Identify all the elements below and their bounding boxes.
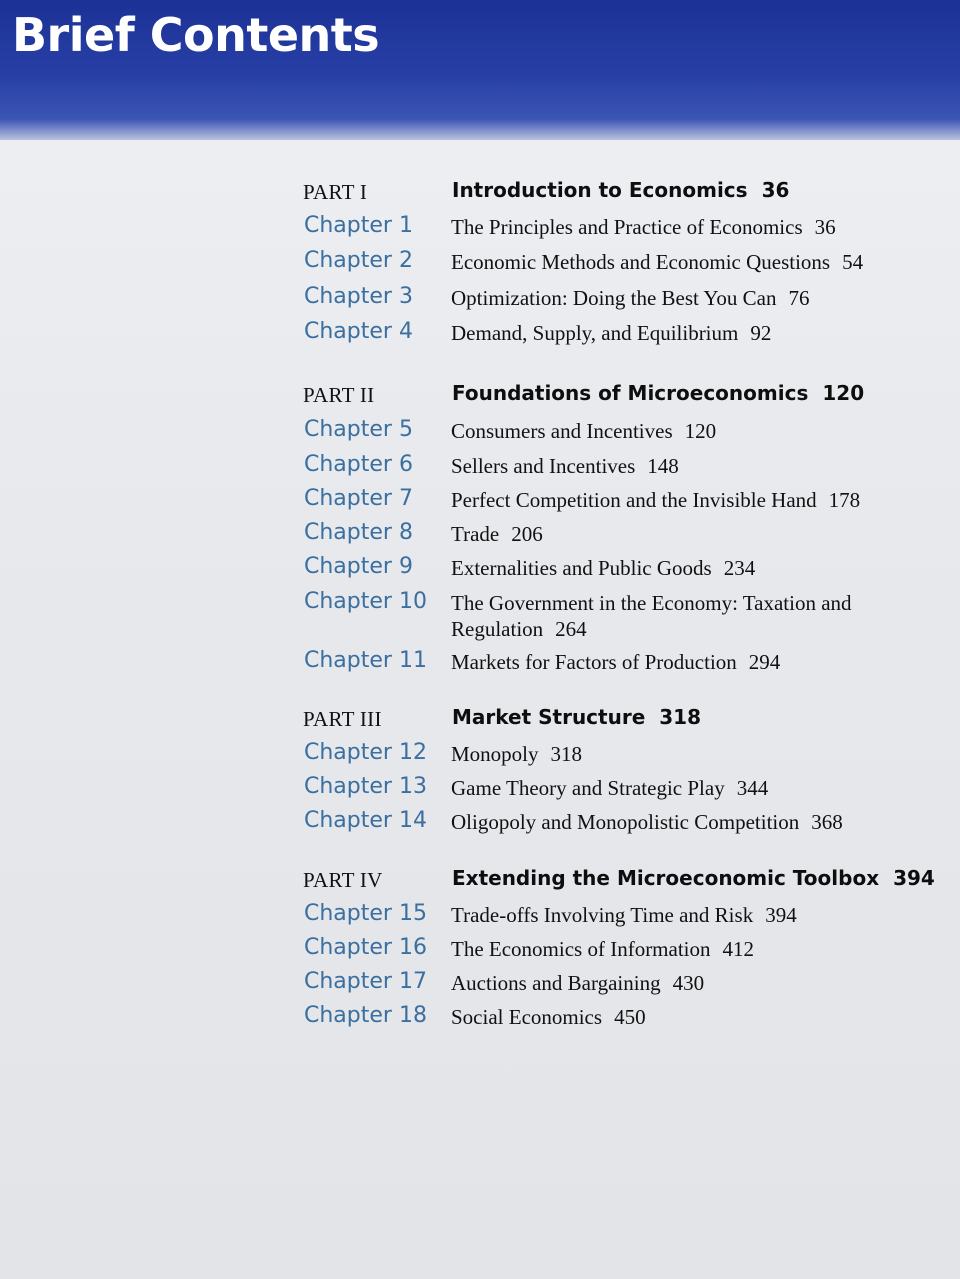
chapter-title: Optimization: Doing the Best You Can	[451, 286, 777, 310]
chapter-entry[interactable]	[451, 453, 921, 479]
part-title[interactable]	[452, 178, 789, 202]
chapter-row[interactable]	[0, 554, 960, 588]
chapter-title: Externalities and Public Goods	[451, 556, 712, 580]
chapter-row[interactable]	[0, 319, 960, 353]
part-title[interactable]	[452, 381, 864, 405]
part-page-number: 36	[761, 178, 790, 202]
chapter-title: Social Economics	[451, 1005, 603, 1029]
chapter-page-number: 234	[723, 556, 756, 580]
chapter-row[interactable]	[0, 648, 960, 682]
chapter-label: Chapter 1	[304, 213, 413, 238]
chapter-label: Chapter 12	[304, 740, 427, 765]
chapter-row[interactable]	[0, 740, 960, 774]
part-page-number: 318	[659, 705, 702, 729]
chapter-page-number: 120	[684, 419, 717, 443]
chapter-label: Chapter 8	[304, 520, 413, 545]
chapter-entry[interactable]	[451, 320, 921, 346]
chapter-page-number: 92	[750, 321, 772, 345]
chapter-label: Chapter 10	[304, 589, 427, 614]
chapter-row[interactable]	[0, 486, 960, 520]
chapter-row[interactable]	[0, 969, 960, 1003]
chapter-row[interactable]	[0, 520, 960, 554]
chapter-label: Chapter 16	[304, 935, 427, 960]
chapter-label: Chapter 11	[304, 648, 427, 673]
chapter-label: Chapter 3	[304, 284, 413, 309]
chapter-row[interactable]	[0, 248, 960, 282]
chapter-page-number: 450	[614, 1005, 646, 1029]
chapter-page-number: 76	[788, 286, 810, 310]
chapter-label: Chapter 13	[304, 774, 427, 799]
part-title-text: Introduction to Economics	[452, 178, 748, 202]
chapter-title: Monopoly	[451, 742, 539, 766]
chapter-title: Auctions and Bargaining	[451, 971, 661, 995]
chapter-entry[interactable]	[451, 775, 921, 801]
chapter-row[interactable]	[0, 935, 960, 969]
chapter-entry[interactable]	[451, 418, 921, 444]
chapter-row[interactable]	[0, 452, 960, 486]
part-row	[0, 180, 960, 214]
part-page-number: 394	[893, 866, 935, 890]
chapter-page-number: 412	[722, 937, 755, 961]
chapter-entry[interactable]	[451, 487, 921, 513]
chapter-entry[interactable]	[451, 970, 921, 996]
chapter-title: Sellers and Incentives	[451, 454, 636, 478]
chapter-entry[interactable]	[451, 214, 921, 240]
chapter-title: The Economics of Information	[451, 937, 711, 961]
chapter-title: Oligopoly and Monopolistic Competition	[451, 810, 800, 834]
part-row	[0, 383, 960, 417]
chapter-label: Chapter 5	[304, 417, 413, 442]
chapter-label: Chapter 2	[304, 248, 413, 273]
chapter-entry[interactable]	[451, 285, 921, 311]
part-label: PART IV	[303, 868, 383, 892]
chapter-page-number: 178	[828, 488, 861, 512]
chapter-entry[interactable]	[451, 521, 921, 547]
part-label: PART III	[303, 707, 382, 731]
chapter-row[interactable]	[0, 901, 960, 935]
chapter-entry[interactable]	[451, 649, 921, 675]
chapter-entry[interactable]	[451, 590, 921, 642]
chapter-row[interactable]	[0, 808, 960, 842]
chapter-page-number: 394	[765, 903, 797, 927]
chapter-entry[interactable]	[451, 249, 921, 275]
chapter-entry[interactable]	[451, 741, 921, 767]
chapter-title: Demand, Supply, and Equilibrium	[451, 321, 739, 345]
chapter-entry[interactable]	[451, 809, 921, 835]
part-row	[0, 707, 960, 741]
chapter-title: Markets for Factors of Production	[451, 650, 737, 674]
part-label: PART II	[303, 383, 375, 407]
chapter-entry[interactable]	[451, 936, 921, 962]
chapter-row[interactable]	[0, 774, 960, 808]
chapter-title: The Principles and Practice of Economics	[451, 215, 803, 239]
chapter-row[interactable]	[0, 284, 960, 318]
chapter-title: Perfect Competition and the Invisible Hand	[451, 488, 817, 512]
chapter-title: Trade-offs Involving Time and Risk	[451, 903, 754, 927]
chapter-row[interactable]	[0, 213, 960, 247]
chapter-title: Consumers and Incentives	[451, 419, 673, 443]
chapter-label: Chapter 18	[304, 1003, 427, 1028]
chapter-page-number: 36	[814, 215, 836, 239]
part-title-text: Foundations of Microeconomics	[452, 381, 809, 405]
chapter-label: Chapter 4	[304, 319, 413, 344]
chapter-page-number: 430	[672, 971, 705, 995]
part-title[interactable]	[452, 866, 935, 890]
page-title: Brief Contents	[12, 8, 380, 62]
chapter-title: Economic Methods and Economic Questions	[451, 250, 831, 274]
chapter-entry[interactable]	[451, 1004, 921, 1030]
chapter-page-number: 54	[842, 250, 864, 274]
chapter-label: Chapter 15	[304, 901, 427, 926]
chapter-label: Chapter 9	[304, 554, 413, 579]
chapter-label: Chapter 17	[304, 969, 427, 994]
chapter-page-number: 368	[811, 810, 843, 834]
chapter-title: The Government in the Economy: Taxation and Regulation	[451, 591, 852, 641]
chapter-page-number: 344	[736, 776, 769, 800]
part-label: PART I	[303, 180, 368, 204]
chapter-label: Chapter 7	[304, 486, 413, 511]
part-row	[0, 868, 960, 902]
chapter-title: Trade	[451, 522, 500, 546]
chapter-page-number: 148	[647, 454, 679, 478]
part-title-text: Extending the Microeconomic Toolbox	[452, 866, 880, 890]
part-title[interactable]	[452, 705, 701, 729]
chapter-entry[interactable]	[451, 555, 921, 581]
chapter-row[interactable]	[0, 417, 960, 451]
chapter-label: Chapter 14	[304, 808, 427, 833]
chapter-page-number: 206	[511, 522, 543, 546]
chapter-page-number: 294	[748, 650, 781, 674]
chapter-row[interactable]	[0, 589, 960, 641]
chapter-page-number: 318	[550, 742, 583, 766]
chapter-label: Chapter 6	[304, 452, 413, 477]
chapter-page-number: 264	[555, 617, 587, 641]
chapter-entry[interactable]	[451, 902, 921, 928]
part-title-text: Market Structure	[452, 705, 646, 729]
chapter-row[interactable]	[0, 1003, 960, 1037]
chapter-title: Game Theory and Strategic Play	[451, 776, 725, 800]
part-page-number: 120	[822, 381, 865, 405]
